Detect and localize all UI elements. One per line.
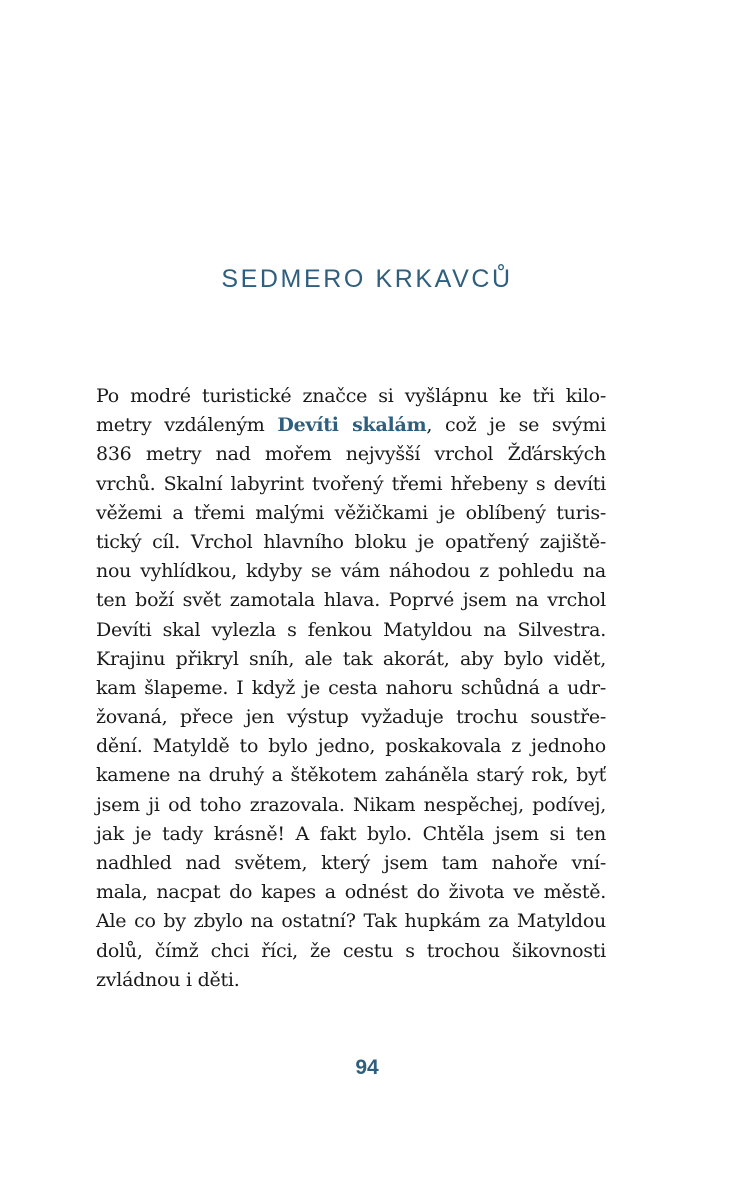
- text-line: nadhled nad světem, který jsem tam nahoře vní-: [96, 852, 606, 874]
- text-line: mala, nacpat do kapes a odnést do života ve městě.: [96, 881, 606, 904]
- chapter-title: SEDMERO KRKAVCŮ: [221, 265, 513, 293]
- text-line: Devíti skal vylezla s fenkou Matyldou na Silvestra.: [96, 618, 606, 641]
- text-line: [96, 411, 606, 440]
- text-line: věžemi a třemi malými věžičkami je oblíbený turis-: [96, 501, 606, 524]
- page-number: 94: [355, 1056, 379, 1079]
- text-fragment: metry vzdáleným: [96, 414, 278, 437]
- place-name-highlight: Devíti skalám: [277, 414, 427, 437]
- text-line: vrchů. Skalní labyrint tvořený třemi hřebeny s devíti: [96, 472, 606, 495]
- text-line: tický cíl. Vrchol hlavního bloku je opatřený zajiště-: [96, 530, 606, 553]
- text-line: jak je tady krásně! A fakt bylo. Chtěla jsem si ten: [96, 822, 606, 845]
- text-fragment: , což je se svými: [426, 414, 606, 437]
- text-line: Ale co by zbylo na ostatní? Tak hupkám za Matyldou: [96, 910, 606, 933]
- text-line: kam šlapeme. I když je cesta nahoru schůdná a udr-: [96, 676, 606, 699]
- text-line: zvládnou i děti.: [96, 968, 240, 991]
- text-line: kamene na druhý a štěkotem zaháněla starý rok, byť: [96, 764, 606, 787]
- text-line: ten boží svět zamotala hlava. Poprvé jsem na vrchol: [96, 589, 606, 612]
- text-line: Krajinu přikryl sníh, ale tak akorát, aby bylo vidět,: [96, 647, 606, 670]
- text-line: dění. Matyldě to bylo jedno, poskakovala z jednoho: [96, 735, 606, 758]
- text-line: jsem ji od toho zrazovala. Nikam nespěchej, podívej,: [96, 793, 606, 816]
- body-paragraph: [96, 382, 606, 995]
- text-line: dolů, čímž chci říci, že cestu s trochou šikovnosti: [96, 939, 606, 962]
- text-line: žovaná, přece jen výstup vyžaduje trochu soustře-: [96, 706, 606, 729]
- text-line: 836 metry nad mořem nejvyšší vrchol Žďárských: [96, 443, 606, 466]
- text-line: Po modré turistické značce si vyšlápnu ke tři kilo-: [96, 385, 606, 407]
- text-line: nou vyhlídkou, kdyby se vám náhodou z pohledu na: [96, 560, 606, 583]
